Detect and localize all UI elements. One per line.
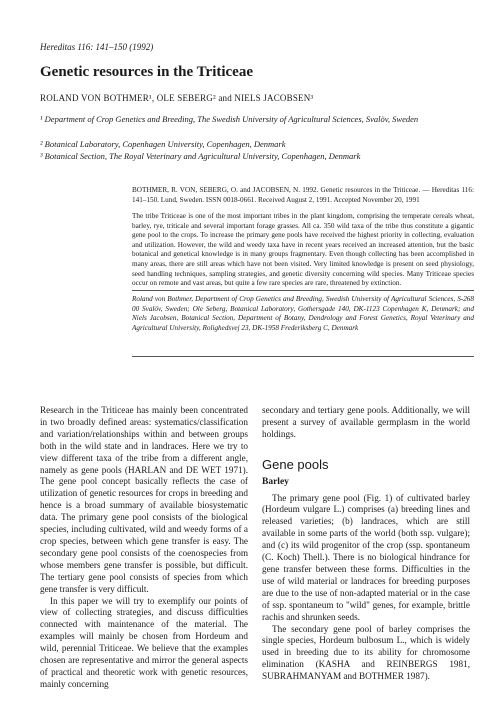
affiliation-3: ³ Botanical Section, The Royal Veterinary and Agricultural University, Copenhagen, Denmark [40, 151, 361, 161]
affiliation-1: ¹ Department of Crop Genetics and Breeding, The Swedish University of Agricultural Sciences, Svalöv, Sweden [40, 114, 419, 124]
body-paragraph: In this paper we will try to exemplify our points of view of collecting strategies, and discuss difficulties connected with maintenance of the material. The examples will mainly be chosen from Hordeum and wild, perennial Triticeae. We believe that the examples chosen are representative and mirror the general aspects of practical and theoretic work with genetic resources, mainly concerning [40, 595, 248, 689]
section-heading: Gene pools [262, 456, 329, 472]
abstract-text: The tribe Triticeae is one of the most important tribes in the plant kingdom, comprising the temperate cereals wheat, barley, rye, triticale and several important forage grasses. All ca. 350 wild taxa of the tribe thus constitute a gigantic gene pool to the crops. To increase the primary gene pools have received the highest priority in collecting, evaluation and utilization. However, the wild and weedy taxa have in recent years received an increased attention, but the basic botanical and genetical knowledge is in many groups fragmentary. Even though collecting has been accomplished in many areas, there are still areas which have not been visited. Very limited knowledge is present on seed physiology, seed handling techniques, sampling strategies, and genetic diversity concerning wild species. Many Triticeae species occur on remote and vast areas, but quite a few rare species are rare, threatened by extinction. [132, 212, 474, 288]
affiliation-2: ² Botanical Laboratory, Copenhagen University, Copenhagen, Denmark [40, 139, 286, 149]
body-column-left [40, 405, 248, 691]
divider [132, 290, 474, 291]
paper-title: Genetic resources in the Triticeae [40, 64, 253, 80]
journal-reference: Hereditas 116: 141–150 (1992) [40, 42, 154, 52]
citation-line: BOTHMER, R. VON, SEBERG, O. and JACOBSEN, N. 1992. Genetic resources in the Triticeae. — Hereditas 116: 141–150. Lund, Sweden. ISSN 0018-0661. Received August 2, 1991. Accepted November 20, 1991 [132, 186, 474, 204]
body-paragraph: Research in the Triticeae has mainly been concentrated in two broadly defined areas: systematics/classification and variation/relationships within and between groups both in the wild state and in landraces. Here we try to view different taxa of the tribe from a different angle, namely as gene pools (HARLAN and DE WET 1971). The gene pool concept basically reflects the case of utilization of genetic resources for crops in breeding and hence is a broad summary of available biosystematic data. The primary gene pool consists of the biological species, including cultivated, wild and weedy forms of a crop species, between which gene transfer is easy. The secondary gene pool consists of the coenospecies from whose members gene transfer is possible, but difficult. The tertiary gene pool consists of species from which gene transfer is very difficult. [40, 405, 248, 594]
author-list: ROLAND VON BOTHMER¹, OLE SEBERG² and NIELS JACOBSEN³ [40, 93, 314, 103]
body-paragraph: The primary gene pool (Fig. 1) of cultivated barley (Hordeum vulgare L.) comprises (a) breeding lines and released varieties; (b) landraces, which are still available in some parts of the world (both ssp. vulgare); and (c) its wild progenitor of the crop (ssp. spontaneum (C. Koch) Thell.). There is no biological hindrance for gene transfer between these forms. Difficulties in the use of wild material or landraces for breeding purposes are due to the use of non-adapted material or in the case of ssp. spontaneum to "wild" genes, for example, brittle rachis and shrunken seeds. [262, 492, 470, 622]
author-address: Roland von Bothmer, Department of Crop Genetics and Breeding, Swedish University of Agricultural Sciences, S-268 00 Svalöv, Sweden; Ole Seberg, Botanical Laboratory, Gothersgade 140, DK-1123 Copenhagen K, Denmark; and Niels Jacobsen, Botanical Section, Department of Botany, Dendrology and Forest Genetics, Royal Veterinary and Agricultural University, Rolighedsvej 23, DK-1958 Frederiksberg C, Denmark [132, 295, 474, 332]
body-column-right [262, 405, 470, 683]
divider [132, 356, 474, 357]
body-paragraph: The secondary gene pool of barley comprises the single species, Hordeum bulbosum L., which is widely used in breeding due to its ability for chromosome elimination (KASHA and REINBERGS 1981, SUBRAHMANYAM and BOTHMER 1987). [262, 623, 470, 682]
body-paragraph: secondary and tertiary gene pools. Additionally, we will present a survey of available germplasm in the world holdings. [262, 405, 470, 439]
subsection-heading: Barley [262, 476, 289, 487]
